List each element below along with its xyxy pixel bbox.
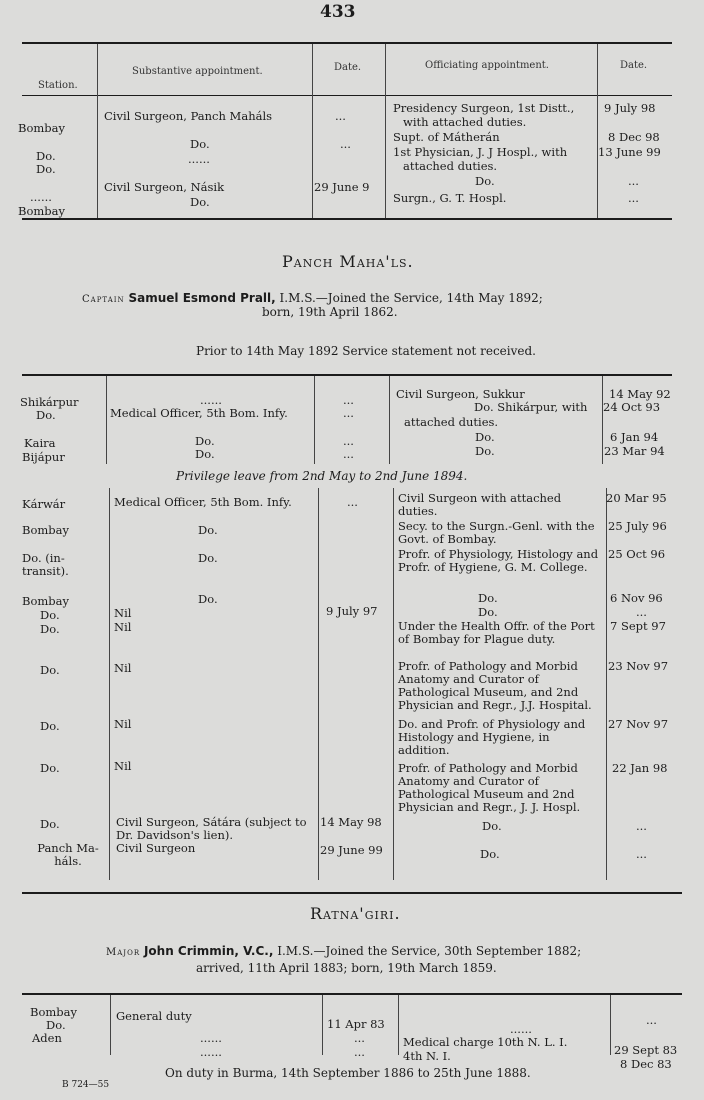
header-substantive: Substantive appointment. — [132, 66, 263, 77]
table-cell-sdate: ... — [354, 1045, 365, 1059]
table-cell-offic: Profr. of Physiology, Histology and Profr. of Hygiene, G. M. College. — [398, 547, 599, 574]
table-cell-station: Do. — [36, 149, 56, 163]
table-cell-station: Do. — [40, 663, 60, 677]
table-cell-subst: ...... — [188, 152, 210, 166]
table-cell-odate: 20 Mar 95 — [606, 491, 667, 505]
table-cell-odate: 8 Dec 83 — [620, 1057, 672, 1071]
table-cell-subst: Do. — [198, 551, 218, 565]
table-cell-station: Do. (in-transit). — [22, 551, 69, 578]
table-cell-offic: Civil Surgeon with attached duties. — [398, 491, 562, 518]
table-cell-subst: Nil — [114, 661, 132, 675]
table-cell-subst: Do. — [195, 447, 215, 461]
officer-intro-line-1 — [106, 944, 581, 960]
officer-name: John Crimmin, V.C., — [143, 944, 274, 958]
table-cell-odate: 8 Dec 98 — [608, 130, 660, 144]
table-cell-subst: Do. — [195, 434, 215, 448]
table-cell-offic: Supt. of Mátherán — [393, 130, 500, 144]
table-cell-offic: Do. — [475, 430, 495, 444]
table-cell-odate: ... — [628, 174, 639, 188]
table-cell-subst: Do. — [190, 137, 210, 151]
table-cell-station: Do. — [40, 622, 60, 636]
privilege-leave-note: Privilege leave from 2nd May to 2nd June 1894. — [176, 469, 468, 483]
officer-rank: Captain — [82, 294, 125, 305]
table-cell-odate: 25 July 96 — [608, 519, 667, 533]
table-cell-sdate: 9 July 97 — [326, 604, 378, 618]
table-cell-offic: Do. — [478, 605, 498, 619]
table-cell-station: Do. — [36, 162, 56, 176]
table-cell-subst: Medical Officer, 5th Bom. Infy. — [110, 406, 288, 420]
table-cell-subst: Do. — [198, 592, 218, 606]
table-cell-offic: with attached duties. — [403, 115, 527, 129]
table-cell-offic: Secy. to the Surgn.-Genl. with the Govt. of Bombay. — [398, 519, 595, 546]
officer-intro-line-2: arrived, 11th April 1883; born, 19th March 1859. — [196, 961, 497, 975]
table-cell-subst: ...... — [200, 1031, 222, 1045]
table-cell-odate: 23 Mar 94 — [604, 444, 665, 458]
table-cell-sdate: ... — [343, 447, 354, 461]
table-cell-offic: Under the Health Offr. of the Port of Bombay for Plague duty. — [398, 619, 595, 646]
table-cell-subst: General duty — [116, 1009, 192, 1023]
table-cell-offic: Do. — [482, 819, 502, 833]
table-cell-station: Bombay — [18, 204, 65, 218]
table-cell-station: Bombay — [22, 594, 69, 608]
officer-intro-line-2: born, 19th April 1862. — [262, 305, 398, 319]
table-cell-subst: ...... — [200, 1045, 222, 1059]
table-cell-odate: 13 June 99 — [598, 145, 661, 159]
table-cell-station: Kaira — [24, 436, 56, 450]
table-cell-sdate: ... — [343, 406, 354, 420]
table-cell-offic: Do. — [475, 174, 495, 188]
table-cell-odate: 9 July 98 — [604, 101, 656, 115]
table-cell-odate: 25 Oct 96 — [608, 547, 666, 561]
table-cell-odate: ... — [636, 819, 647, 833]
table-cell-station: Bombay — [18, 121, 65, 135]
table-cell-odate: 29 Sept 83 — [614, 1043, 678, 1057]
table-cell-sdate: ... — [343, 393, 354, 407]
burma-duty-note: On duty in Burma, 14th September 1886 to 25th June 1888. — [165, 1066, 531, 1080]
table-cell-offic: attached duties. — [404, 415, 499, 429]
table-cell-sdate: ... — [347, 495, 358, 509]
table-cell-station: Shikárpur — [20, 395, 79, 409]
table-cell-odate: ... — [636, 605, 647, 619]
header-date-1: Date. — [334, 62, 362, 73]
table-cell-offic: ...... — [510, 1022, 532, 1036]
officer-name: Samuel Esmond Prall, — [128, 291, 276, 305]
table-cell-offic: Do. — [480, 847, 500, 861]
table-cell-offic: Do. Shikárpur, with — [474, 400, 588, 414]
table-cell-subst: Nil — [114, 717, 132, 731]
table-cell-odate: 7 Sept 97 — [610, 619, 666, 633]
table-cell-sdate: ... — [354, 1031, 365, 1045]
header-date-2: Date. — [620, 60, 648, 71]
section-title-panch-mahals: Panch Maha'ls. — [282, 252, 414, 271]
table-cell-subst: Civil Surgeon, Násik — [104, 180, 225, 194]
table-cell-station: Panch Ma-háls. — [37, 841, 99, 868]
table-cell-subst: Civil Surgeon — [116, 841, 196, 855]
table-cell-subst: ...... — [200, 393, 222, 407]
table-cell-odate: 6 Nov 96 — [610, 591, 663, 605]
table-cell-offic: Profr. of Pathology and Morbid Anatomy and Curator of Pathological Museum and 2nd Physician and Regr., J. J. Hospl. — [398, 761, 581, 814]
top-table-bottom-rule — [22, 218, 672, 220]
table-cell-sdate: ... — [335, 109, 346, 123]
page-number: 433 — [320, 2, 356, 22]
table-cell-station: Bombay — [30, 1005, 77, 1019]
table-cell-subst: Civil Surgeon, Panch Maháls — [104, 109, 273, 123]
table-cell-subst: Medical Officer, 5th Bom. Infy. — [114, 495, 292, 509]
table-cell-station: Bombay — [22, 523, 69, 537]
table-cell-odate: 27 Nov 97 — [608, 717, 669, 731]
header-officiating: Officiating appointment. — [425, 60, 549, 71]
table-cell-subst: Do. — [190, 195, 210, 209]
table-cell-odate: ... — [646, 1013, 657, 1027]
officer-rank: Major — [106, 947, 141, 958]
table-cell-sdate: ... — [340, 137, 351, 151]
header-station: Station. — [38, 80, 78, 91]
table-cell-offic: Do. — [478, 591, 498, 605]
table-cell-station: Do. — [46, 1018, 66, 1032]
table-cell-station: ...... — [30, 190, 52, 204]
table-cell-odate: 6 Jan 94 — [610, 430, 659, 444]
table-cell-offic: 4th N. I. — [403, 1049, 451, 1063]
table-cell-odate: 22 Jan 98 — [612, 761, 668, 775]
table-cell-odate: 14 May 92 — [609, 387, 671, 401]
table-cell-offic: Do. and Profr. of Physiology and Histology and Hygiene, in addition. — [398, 717, 586, 757]
table-cell-subst: Do. — [198, 523, 218, 537]
table-cell-sdate: 29 June 9 — [314, 180, 370, 194]
table-cell-sdate: 11 Apr 83 — [327, 1017, 385, 1031]
table-cell-offic: Surgn., G. T. Hospl. — [393, 191, 507, 205]
table-cell-subst: Civil Surgeon, Sátára (subject to Dr. Davidson's lien). — [116, 815, 307, 842]
table-cell-odate: ... — [636, 847, 647, 861]
printer-mark: B 724—55 — [62, 1080, 110, 1090]
table-cell-odate: 24 Oct 93 — [603, 400, 661, 414]
table-cell-offic: Civil Surgeon, Sukkur — [396, 387, 525, 401]
table-cell-station: Do. — [36, 408, 56, 422]
table-cell-offic: Presidency Surgeon, 1st Distt., — [393, 101, 575, 115]
officer-join: I.M.S.—Joined the Service, 14th May 1892; — [279, 291, 543, 305]
table-cell-offic: Profr. of Pathology and Morbid Anatomy and Curator of Pathological Museum, and 2nd Physician and Regr., J.J. Hospital. — [398, 659, 592, 712]
table-cell-station: Do. — [40, 608, 60, 622]
table-cell-subst: Nil — [114, 620, 132, 634]
table-cell-offic: 1st Physician, J. J Hospl., with — [393, 145, 568, 159]
section-title-ratnagiri: Ratna'giri. — [310, 904, 401, 923]
header-rule — [22, 95, 672, 96]
officer-join: I.M.S.—Joined the Service, 30th September 1882; — [277, 944, 582, 958]
table-cell-station: Kárwár — [22, 497, 66, 511]
table-cell-sdate: 14 May 98 — [320, 815, 382, 829]
table-cell-offic: Medical charge 10th N. L. I. — [403, 1035, 568, 1049]
table-cell-station: Do. — [40, 817, 60, 831]
table-cell-sdate: 29 June 99 — [320, 843, 383, 857]
table-cell-sdate: ... — [343, 434, 354, 448]
table-cell-odate: 23 Nov 97 — [608, 659, 669, 673]
table-cell-subst: Nil — [114, 759, 132, 773]
top-rule — [22, 42, 672, 44]
table-cell-station: Bijápur — [22, 450, 65, 464]
table-cell-station: Do. — [40, 719, 60, 733]
table-cell-subst: Nil — [114, 606, 132, 620]
table-cell-station: Aden — [32, 1031, 62, 1045]
table-cell-odate: ... — [628, 191, 639, 205]
table-cell-station: Do. — [40, 761, 60, 775]
service-note: Prior to 14th May 1892 Service statement not received. — [196, 344, 536, 358]
table-cell-offic: attached duties. — [403, 159, 498, 173]
table-cell-offic: Do. — [475, 444, 495, 458]
